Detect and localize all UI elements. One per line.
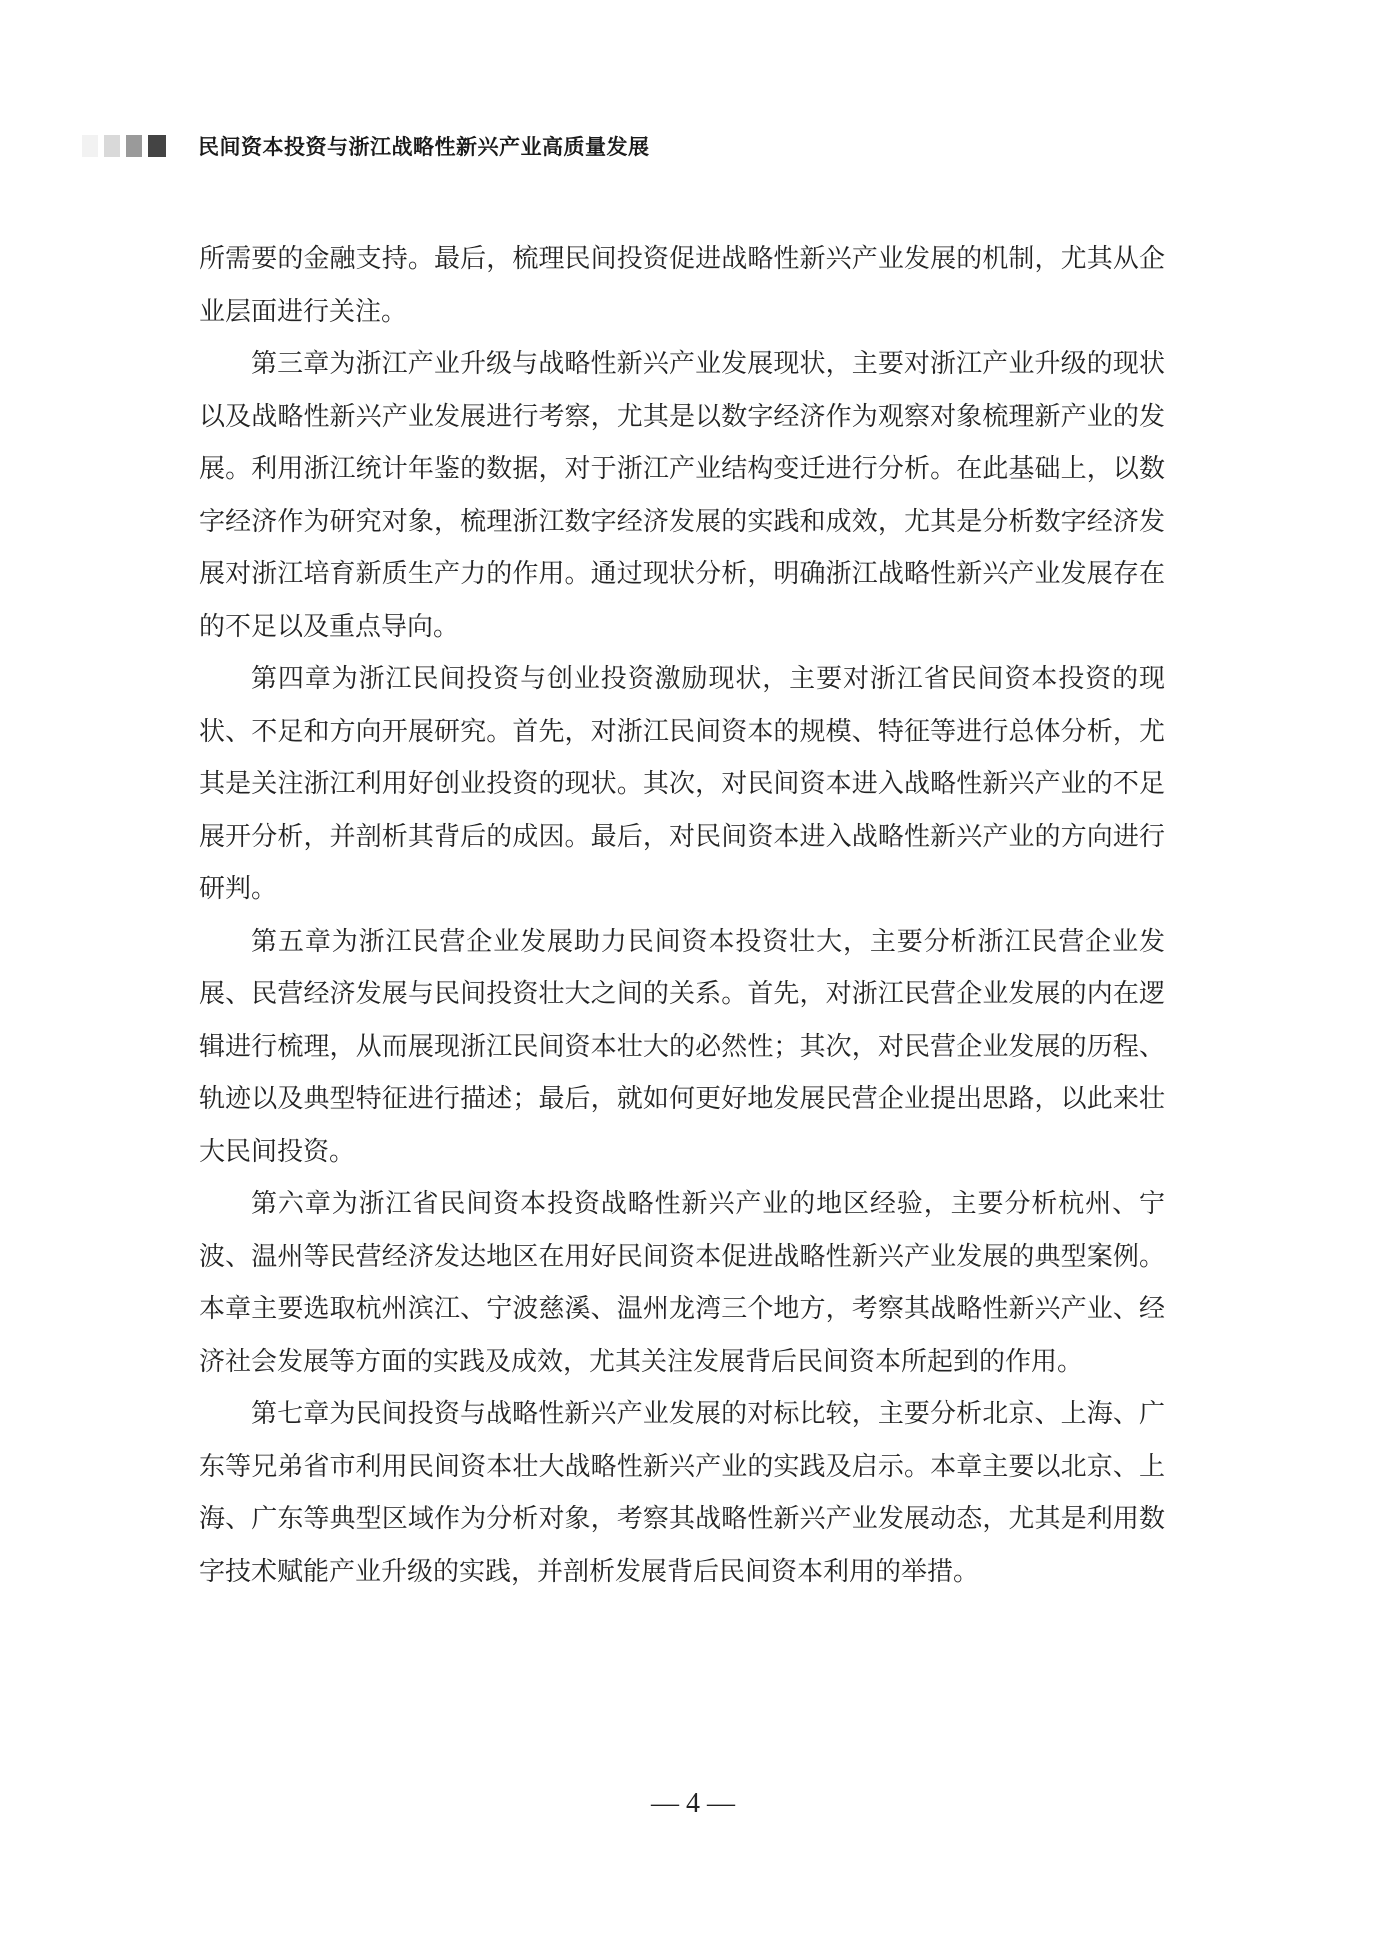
page-number: — 4 — xyxy=(651,1788,735,1819)
book-title: 民间资本投资与浙江战略性新兴产业高质量发展 xyxy=(198,135,650,159)
header-block xyxy=(126,135,142,157)
running-header xyxy=(82,131,650,161)
paragraph-chapter-6: 第六章为浙江省民间资本投资战略性新兴产业的地区经验，主要分析杭州、宁波、温州等民营经济发达地区在用好民间资本促进战略性新兴产业发展的典型案例。本章主要选取杭州滨江、宁波慈溪、温州龙湾三个地方，考察其战略性新兴产业、经济社会发展等方面的实践及成效，尤其关注发展背后民间资本所起到的作用。 xyxy=(199,1189,1165,1377)
header-block xyxy=(82,135,98,157)
header-block xyxy=(104,135,120,157)
paragraph-chapter-5: 第五章为浙江民营企业发展助力民间资本投资壮大，主要分析浙江民营企业发展、民营经济发展与民间投资壮大之间的关系。首先，对浙江民营企业发展的内在逻辑进行梳理，从而展现浙江民间资本壮大的必然性；其次，对民营企业发展的历程、轨迹以及典型特征进行描述；最后，就如何更好地发展民营企业提出思路，以此来壮大民间投资。 xyxy=(199,926,1165,1167)
paragraph-chapter-4: 第四章为浙江民间投资与创业投资激励现状，主要对浙江省民间资本投资的现状、不足和方向开展研究。首先，对浙江民间资本的规模、特征等进行总体分析，尤其是关注浙江利用好创业投资的现状。其次，对民间资本进入战略性新兴产业的不足展开分析，并剖析其背后的成因。最后，对民间资本进入战略性新兴产业的方向进行研判。 xyxy=(199,664,1165,904)
paragraph-chapter-7: 第七章为民间投资与战略性新兴产业发展的对标比较，主要分析北京、上海、广东等兄弟省市利用民间资本壮大战略性新兴产业的实践及启示。本章主要以北京、上海、广东等典型区域作为分析对象，考察其战略性新兴产业发展动态，尤其是利用数字技术赋能产业升级的实践，并剖析发展背后民间资本利用的举措。 xyxy=(199,1399,1165,1587)
header-decoration-blocks xyxy=(82,135,172,157)
paragraph: 所需要的金融支持。最后，梳理民间投资促进战略性新兴产业发展的机制，尤其从企业层面进行关注。 xyxy=(199,244,1165,327)
paragraph-chapter-3: 第三章为浙江产业升级与战略性新兴产业发展现状，主要对浙江产业升级的现状以及战略性新兴产业发展进行考察，尤其是以数字经济作为观察对象梳理新产业的发展。利用浙江统计年鉴的数据，对于浙江产业结构变迁进行分析。在此基础上，以数字经济作为研究对象，梳理浙江数字经济发展的实践和成效，尤其是分析数字经济发展对浙江培育新质生产力的作用。通过现状分析，明确浙江战略性新兴产业发展存在的不足以及重点导向。 xyxy=(199,349,1165,642)
header-block xyxy=(148,135,166,157)
body-text xyxy=(199,233,1165,1598)
